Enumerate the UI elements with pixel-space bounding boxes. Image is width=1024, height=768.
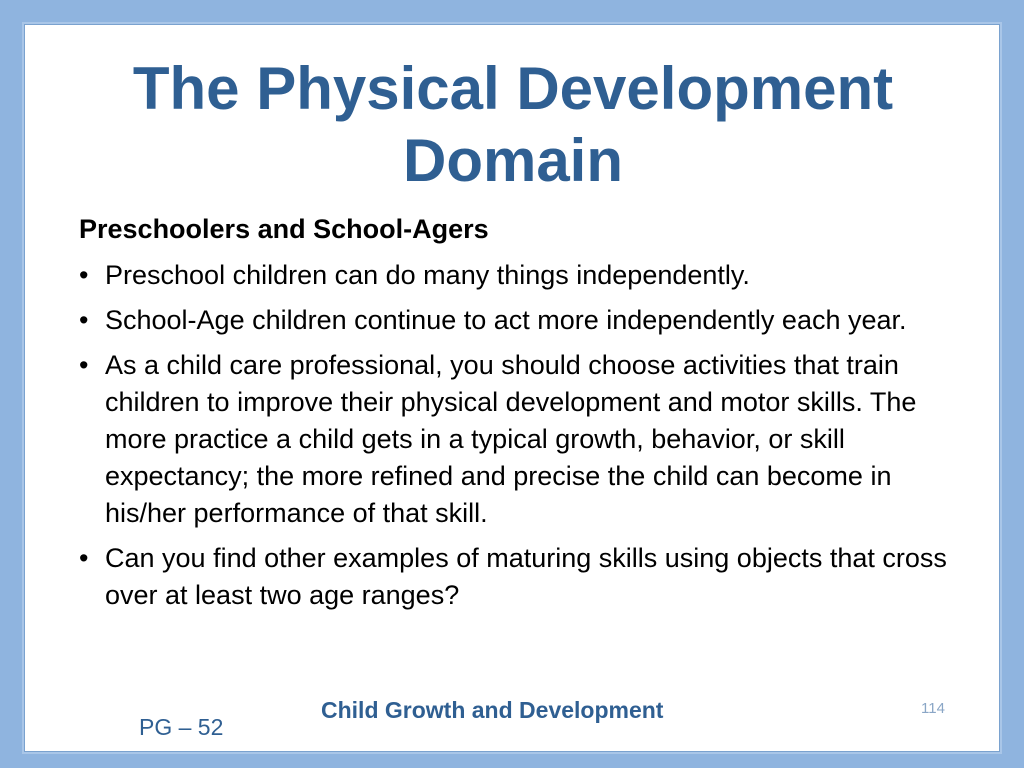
slide-subtitle: Preschoolers and School-Agers [79,214,489,244]
bullet-item: • School-Age children continue to act more independently each year. [79,302,949,339]
footer-course-title: Child Growth and Development [321,697,664,723]
page-number: 114 [921,700,945,717]
bullet-item: • Can you find other examples of maturing skills using objects that cross over at least two age ranges? [79,540,949,614]
bullet-list [79,257,949,622]
page-reference: PG – 52 [139,714,224,740]
slide [24,24,1000,752]
slide-title: The Physical Development Domain [132,55,894,194]
bullet-item: • Preschool children can do many things independently. [79,257,949,294]
bullet-item: • As a child care professional, you should choose activities that train children to improve their physical development and motor skills. The more practice a child gets in a typical growth, behavior, or skill expectancy; the more refined and precise the child can become in his/her performance of that skill. [79,347,949,532]
